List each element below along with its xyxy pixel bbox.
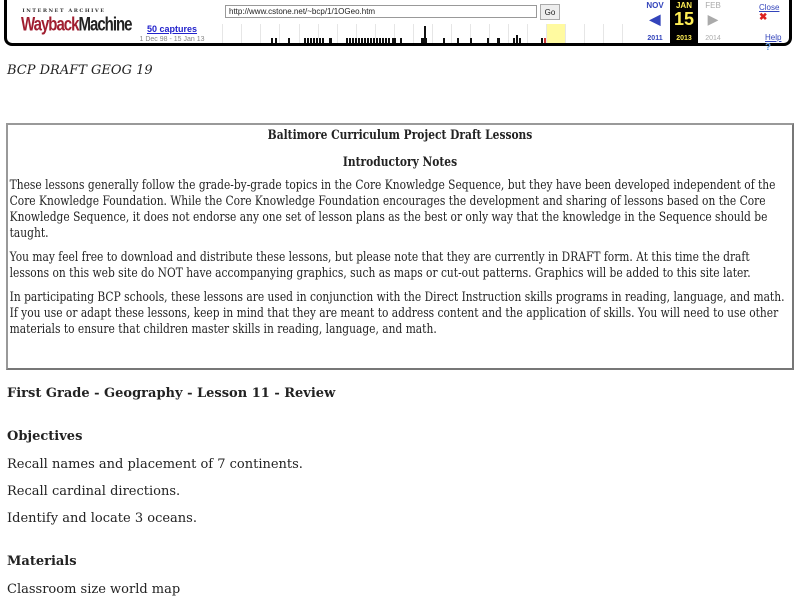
- timeline-year-tick: [527, 24, 528, 43]
- materials-heading: Materials: [7, 554, 77, 569]
- timeline-year-tick: [241, 24, 242, 43]
- wayback-toolbar: [4, 0, 792, 53]
- close-control[interactable]: [759, 3, 789, 23]
- timeline-year-tick: [565, 24, 566, 43]
- objective-item: Recall names and placement of 7 continents.: [7, 457, 303, 472]
- capture-bar: [457, 38, 459, 43]
- captures-link[interactable]: 50 captures: [146, 24, 198, 34]
- capture-bar-current: [544, 38, 546, 43]
- calendar-navigator: [641, 0, 727, 46]
- capture-bar: [392, 38, 396, 43]
- help-icon[interactable]: ?: [765, 42, 772, 53]
- close-icon[interactable]: ✖: [759, 12, 768, 23]
- intro-notes-box: [6, 123, 794, 370]
- capture-bar: [470, 38, 472, 43]
- capture-timeline[interactable]: [219, 22, 637, 43]
- timeline-year-tick: [279, 24, 280, 43]
- current-day: 15: [673, 9, 695, 29]
- url-input[interactable]: [225, 5, 537, 18]
- lesson-title: First Grade - Geography - Lesson 11 - Review: [7, 386, 336, 401]
- capture-bar: [400, 38, 402, 43]
- next-year: 2014: [705, 35, 721, 42]
- timeline-year-tick: [299, 24, 300, 43]
- timeline-year-tick: [260, 24, 261, 43]
- current-month: JAN: [675, 1, 692, 10]
- capture-bar: [304, 38, 324, 43]
- captures-info: [137, 24, 207, 43]
- capture-bar: [497, 38, 500, 43]
- capture-bar: [516, 35, 518, 43]
- capture-bar: [288, 38, 290, 43]
- capture-bar: [421, 38, 427, 43]
- capture-bar: [346, 38, 390, 43]
- timeline-year-tick: [432, 24, 433, 43]
- page-header: BCP DRAFT GEOG 19: [7, 63, 153, 78]
- intro-paragraph: You may feel free to download and distribute these lessons, but please note that they are currently in DRAFT form. At this time the draft lessons on this web site do NOT have accompanying graphics, such as maps or cut-out patterns. Graphics will be added to this site later.: [9, 250, 751, 281]
- capture-bar: [443, 38, 445, 43]
- capture-bar: [513, 38, 515, 43]
- capture-bar: [329, 38, 332, 43]
- timeline-year-tick: [508, 24, 509, 43]
- timeline-year-tick: [622, 24, 623, 43]
- timeline-year-tick: [546, 24, 547, 43]
- materials-item: Classroom size world map: [7, 582, 181, 597]
- prev-arrow-icon[interactable]: ◀: [649, 11, 661, 27]
- help-control[interactable]: [765, 33, 789, 53]
- objectives-heading: Objectives: [7, 429, 83, 444]
- prev-year: 2011: [647, 35, 663, 42]
- calendar-prev[interactable]: [641, 0, 669, 44]
- intro-subtitle: Introductory Notes: [342, 155, 458, 170]
- wayback-logo[interactable]: [21, 8, 132, 38]
- timeline-year-tick: [413, 24, 414, 43]
- objective-item: Recall cardinal directions.: [7, 484, 181, 499]
- close-link[interactable]: Close: [759, 3, 780, 12]
- capture-bar: [519, 38, 521, 43]
- next-month: FEB: [705, 1, 721, 10]
- timeline-year-tick: [451, 24, 452, 43]
- current-year: 2013: [676, 35, 692, 42]
- intro-title: Baltimore Curriculum Project Draft Lessons: [267, 128, 533, 143]
- calendar-current: [670, 0, 698, 44]
- timeline-current-highlight: [546, 24, 565, 43]
- timeline-year-tick: [337, 24, 338, 43]
- intro-paragraph: These lessons generally follow the grade-by-grade topics in the Core Knowledge Sequence, but they have been developed independent of the Core Knowledge Foundation. While the Core Knowledge Foundation encourages the development and sharing of lessons based on the Core Knowledge Sequence, it does not endorse any one set of lesson plans as the best or only way that the knowledge in the Sequence should be taught.: [9, 178, 776, 241]
- timeline-year-tick: [603, 24, 604, 43]
- objective-item: Identify and locate 3 oceans.: [7, 511, 197, 526]
- timeline-year-tick: [489, 24, 490, 43]
- intro-paragraph: In participating BCP schools, these lessons are used in conjunction with the Direct Instruction skills programs in reading, language, and math. If you use or adapt these lessons, keep in mind that they are meant to address content and the application of skills. You will need to use other materials to ensure that children master skills in reading, language, and math.: [9, 290, 785, 337]
- help-link[interactable]: Help: [765, 33, 782, 42]
- capture-bar: [271, 38, 273, 43]
- prev-month: NOV: [646, 1, 664, 10]
- captures-range: 1 Dec 98 - 15 Jan 13: [139, 36, 205, 43]
- timeline-year-tick: [222, 24, 223, 43]
- capture-bar: [275, 38, 277, 43]
- capture-bar: [541, 38, 543, 43]
- timeline-year-tick: [584, 24, 585, 43]
- logo-top-text: INTERNET ARCHIVE: [22, 8, 106, 14]
- capture-bar: [487, 38, 489, 43]
- next-arrow-icon: ▶: [707, 11, 719, 27]
- calendar-next: [699, 0, 727, 44]
- logo-main-text: WaybackMachine: [21, 13, 132, 36]
- go-button[interactable]: Go: [540, 4, 560, 20]
